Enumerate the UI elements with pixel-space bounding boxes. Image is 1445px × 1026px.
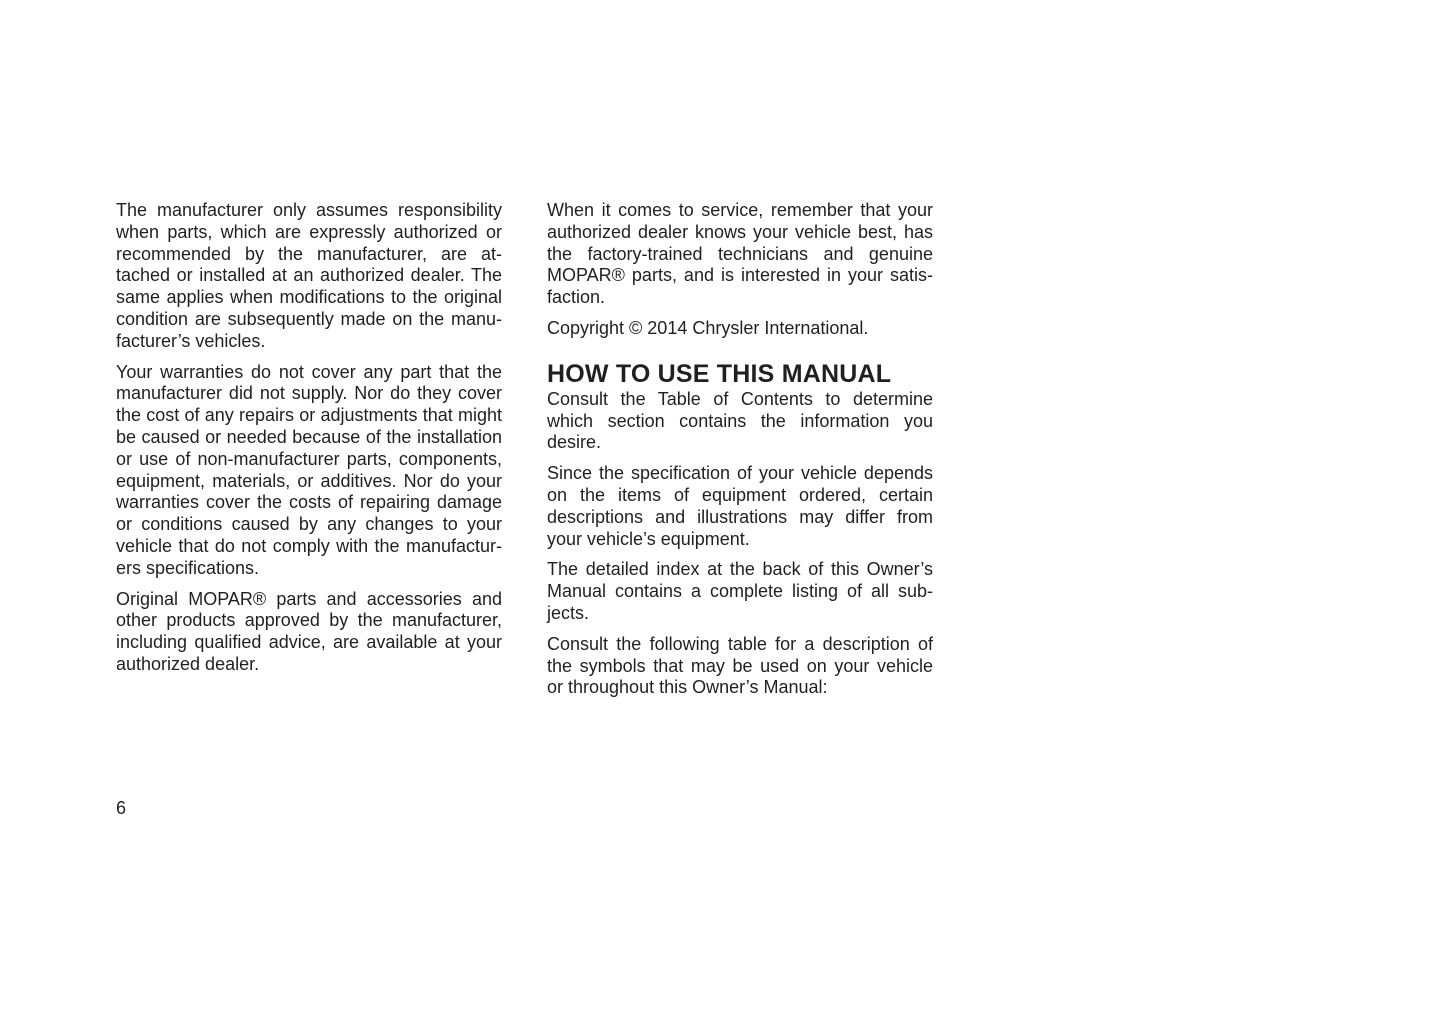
paragraph-index: The detailed index at the back of this Owner’s Manual contains a complete listing of all subjects. [547,559,933,623]
paragraph-table-of-contents: Consult the Table of Contents to determine which section contains the information you desire. [547,388,933,453]
section-heading: HOW TO USE THIS MANUAL [547,359,892,388]
page-number: 6 [116,798,127,818]
paragraph-mopar-parts: Original MOPAR® parts and accessories and other products approved by the manufacturer, including qualified advice, are available at your authorized dealer. [116,588,502,674]
paragraph-warranty-coverage: Your warranties do not cover any part that the manufacturer did not supply. Nor do they cover the cost of any repairs or adjustments that might be caused or needed because of the installation or use of non-manufacturer parts, components, equipment, materials, or additives. Nor do your warranties cover the costs of repairing damage or conditions caused by any changes to your vehicle that do not comply with the manufactur ers specifications. [116,361,502,578]
right-column [547,200,933,708]
left-column [116,200,502,685]
paragraph-specification: Since the specification of your vehicle depends on the items of equipment ordered, certain descriptions and illustrations may differ from your vehicle’s equipment. [547,463,933,549]
paragraph-service-dealer: When it comes to service, remember that your authorized dealer knows your vehicle best, has the factory-trained technicians and genuine MOPAR® parts, and is interested in your satisfaction. [547,200,933,308]
copyright-notice: Copyright © 2014 Chrysler International. [547,317,869,338]
paragraph-manufacturer-responsibility: The manufacturer only assumes responsibility when parts, which are expressly authorized or recommended by the manufacturer, are attached or installed at an authorized dealer. The same applies when modifications to the original condition are subsequently made on the manufacturer’s vehicles. [116,200,502,351]
paragraph-symbols-table: Consult the following table for a description of the symbols that may be used on your vehicle or throughout this Owner’s Manual: [547,633,933,698]
